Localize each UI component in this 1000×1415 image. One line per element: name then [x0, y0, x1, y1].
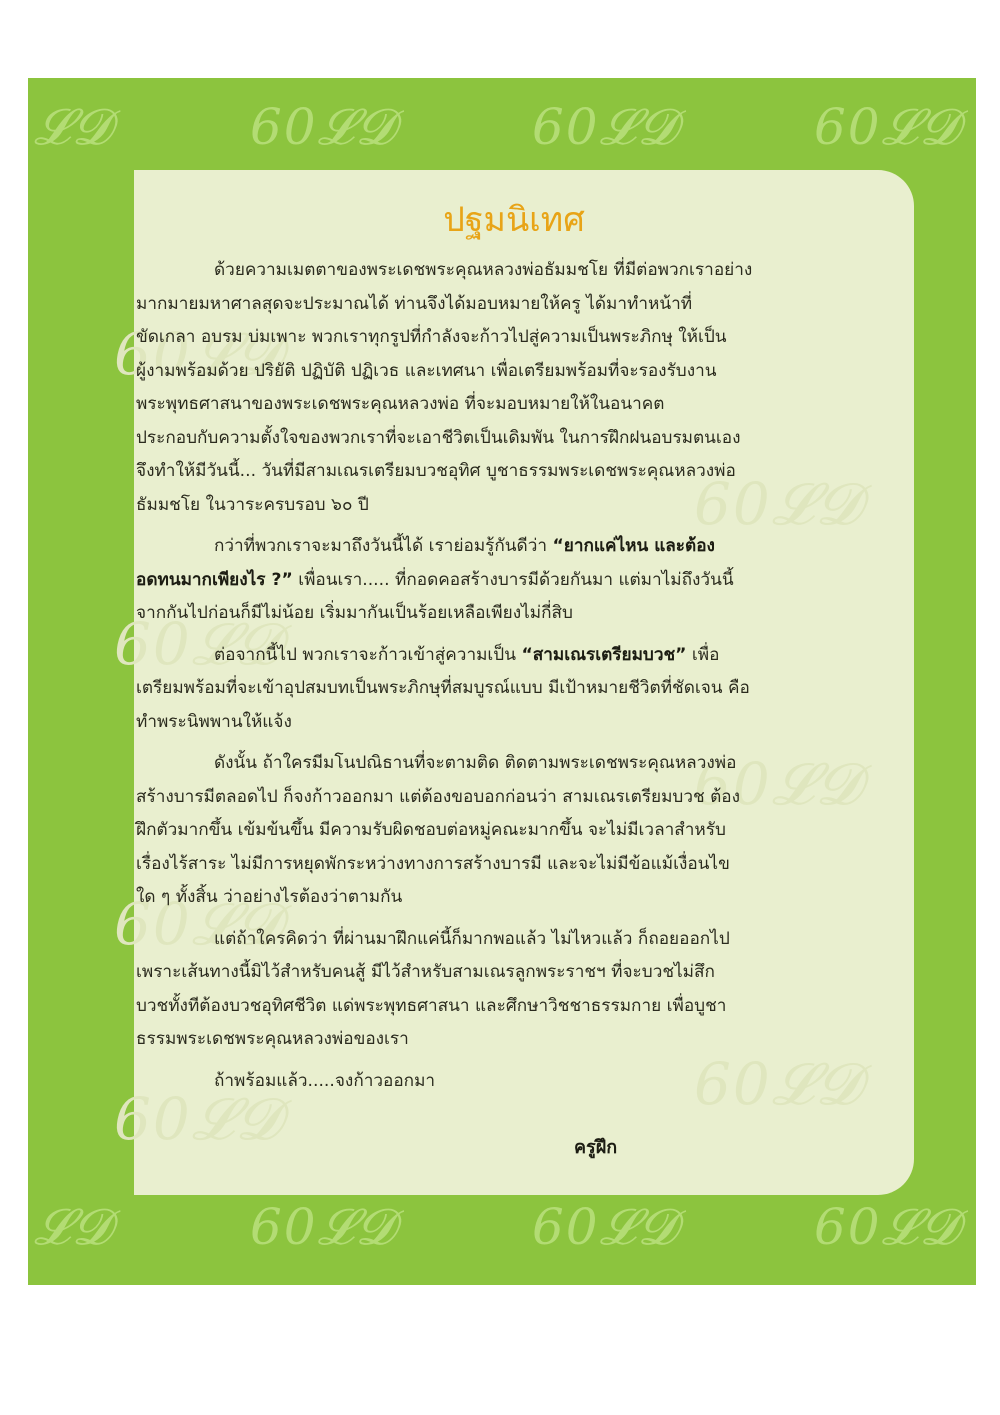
watermark-logo: 60𝓛𝓓 [250, 1198, 397, 1256]
text-line [136, 288, 826, 322]
text-line [136, 848, 826, 882]
bold-text: “สามเณรเตรียมบวช” [521, 644, 687, 665]
panel-watermark: 60𝓛𝓓 [114, 890, 283, 958]
text-line [136, 564, 826, 598]
signature: ครูฝึก [574, 1137, 618, 1158]
text-segment: ธัมมชโย ในวาระครบรอบ ๖๐ ปี [136, 494, 369, 515]
watermark-logo: 60𝓛𝓓 [532, 1198, 679, 1256]
text-segment: จึงทำให้มีวันนี้... วันที่มีสามเณรเตรียมบวชอุทิศ บูชาธรรมพระเดชพระคุณหลวงพ่อ [136, 461, 736, 481]
watermark-logo: 𝓛𝓓 [34, 1198, 113, 1256]
text-segment: เพราะเส้นทางนี้มิไว้สำหรับคนสู้ มีไว้สำหรับสามเณรลูกพระราชฯ ที่จะบวชไม่สึก [136, 962, 715, 982]
text-segment: ใด ๆ ทั้งสิ้น ว่าอย่างไรต้องว่าตามกัน [136, 887, 403, 907]
watermark-logo: 60𝓛𝓓 [532, 98, 679, 156]
paragraphs [136, 254, 826, 1098]
paragraph [136, 747, 826, 915]
text-line [136, 388, 826, 422]
page-title: ปฐมนิเทศ [443, 201, 585, 239]
text-segment: พระพุทธศาสนาของพระเดชพระคุณหลวงพ่อ ที่จะมอบหมายให้ในอนาคต [136, 394, 665, 414]
text-line [136, 781, 826, 815]
text-segment: เพื่อ [686, 644, 720, 665]
text-line [136, 1065, 826, 1099]
bold-text: อดทนมากเพียงไร ?” [136, 569, 293, 590]
text-segment: ด้วยความเมตตาของพระเดชพระคุณหลวงพ่อธัมมชโย ที่มีต่อพวกเราอย่าง [214, 260, 753, 280]
text-line [136, 923, 826, 957]
panel-watermark: 60𝓛𝓓 [114, 610, 283, 678]
text-line [136, 956, 826, 990]
text-segment: เพื่อนเรา..... ที่กอดคอสร้างบารมีด้วยกันมา แต่มาไม่ถึงวันนี้ [292, 569, 734, 590]
panel-watermark: 60𝓛𝓓 [694, 1050, 863, 1118]
text-segment: ต่อจากนี้ไป พวกเราจะก้าวเข้าสู่ความเป็น [214, 644, 522, 665]
text-line [136, 1023, 826, 1057]
text-segment: สร้างบารมีตลอดไป ก็จงก้าวออกมา แต่ต้องขอบอกก่อนว่า สามเณรเตรียมบวช ต้อง [136, 786, 740, 807]
text-segment: ธรรมพระเดชพระคุณหลวงพ่อของเรา [136, 1029, 409, 1049]
text-line [136, 597, 826, 631]
panel-watermark: 60𝓛𝓓 [114, 1085, 283, 1153]
text-segment: จากกันไปก่อนก็มีไม่น้อย เริ่มมากันเป็นร้อยเหลือเพียงไม่กี่สิบ [136, 603, 573, 623]
watermark-logo: 60𝓛𝓓 [814, 1198, 961, 1256]
text-line [136, 422, 826, 456]
text-line [136, 254, 826, 288]
text-line [136, 489, 826, 523]
text-segment: บวชทั้งทีต้องบวชอุทิศชีวิต แด่พระพุทธศาสนา และศึกษาวิชชาธรรมกาย เพื่อบูชา [136, 995, 727, 1016]
paragraph [136, 639, 826, 740]
text-segment: ขัดเกลา อบรม บ่มเพาะ พวกเราทุกรูปที่กำลังจะก้าวไปสู่ความเป็นพระภิกษุ ให้เป็น [136, 327, 727, 347]
text-segment: ประกอบกับความตั้งใจของพวกเราที่จะเอาชีวิตเป็นเดิมพัน ในการฝึกฝนอบรมตนเอง [136, 427, 741, 448]
panel-watermark: 60𝓛𝓓 [694, 750, 863, 818]
text-segment: มากมายมหาศาลสุดจะประมาณได้ ท่านจึงได้มอบหมายให้ครู ได้มาทำหน้าที่ [136, 293, 693, 314]
text-segment: ผู้งามพร้อมด้วย ปริยัติ ปฏิบัติ ปฏิเวธ และเทศนา เพื่อเตรียมพร้อมที่จะรองรับงาน [136, 360, 717, 381]
text-segment: ถ้าพร้อมแล้ว.....จงก้าวออกมา [214, 1070, 436, 1091]
watermark-logo: 60𝓛𝓓 [250, 98, 397, 156]
watermark-logo: 60𝓛𝓓 [814, 98, 961, 156]
text-line [136, 747, 826, 781]
text-segment: เรื่องไร้สาระ ไม่มีการหยุดพักระหว่างทางการสร้างบารมี และจะไม่มีข้อแม้เงื่อนไข [136, 853, 730, 874]
text-line [136, 672, 826, 706]
text-line [136, 881, 826, 915]
paragraph [136, 254, 826, 522]
text-line [136, 814, 826, 848]
text-line [136, 530, 826, 564]
paragraph [136, 1065, 826, 1099]
text-line [136, 706, 826, 740]
text-segment: แต่ถ้าใครคิดว่า ที่ผ่านมาฝึกแค่นี้ก็มากพอแล้ว ไม่ไหวแล้ว ก็ถอยออกไป [214, 928, 730, 949]
bold-text: “ยากแค่ไหน และต้อง [552, 536, 715, 556]
text-line [136, 355, 826, 389]
paragraph [136, 923, 826, 1057]
text-line [136, 639, 826, 673]
bottom-watermark-row [28, 1198, 976, 1268]
text-line [136, 455, 826, 489]
text-segment: ฝึกตัวมากขึ้น เข้มข้นขึ้น มีความรับผิดชอบต่อหมู่คณะมากขึ้น จะไม่มีเวลาสำหรับ [136, 820, 726, 840]
text-segment: ทำพระนิพพานให้แจ้ง [136, 711, 292, 732]
paragraph [136, 530, 826, 631]
panel-watermark: 60𝓛𝓓 [694, 470, 863, 538]
text-segment: ดังนั้น ถ้าใครมีมโนปณิธานที่จะตามติด ติดตามพระเดชพระคุณหลวงพ่อ [214, 753, 737, 773]
top-watermark-row [28, 98, 976, 168]
document-body [136, 190, 826, 1106]
panel-watermark: 60𝓛𝓓 [114, 320, 283, 388]
text-segment: กว่าที่พวกเราจะมาถึงวันนี้ได้ เราย่อมรู้กันดีว่า [214, 536, 553, 556]
text-segment: เตรียมพร้อมที่จะเข้าอุปสมบทเป็นพระภิกษุที่สมบูรณ์แบบ มีเป้าหมายชีวิตที่ชัดเจน คือ [136, 678, 750, 698]
watermark-logo: 𝓛𝓓 [34, 98, 113, 156]
text-line [136, 321, 826, 355]
text-line [136, 990, 826, 1024]
